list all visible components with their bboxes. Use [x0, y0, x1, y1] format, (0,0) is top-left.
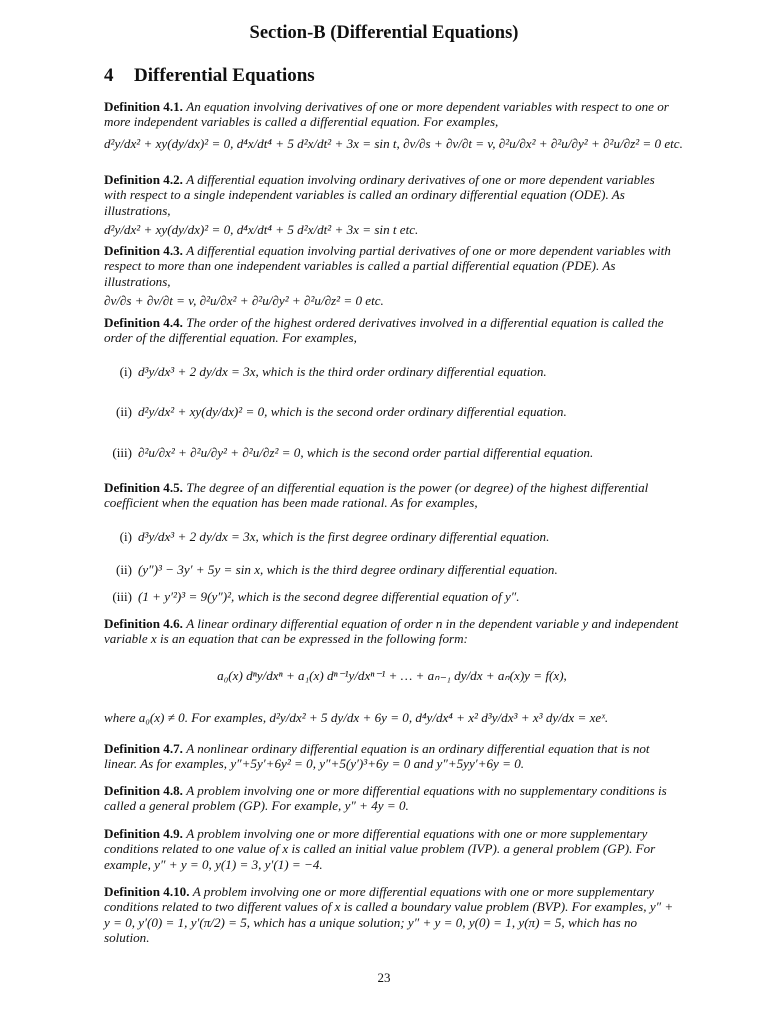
definition-label: Definition 4.9. — [104, 826, 183, 841]
definition-tail: where a₀(x) ≠ 0. For examples, d²y/dx² + 5 dy/dx + 6y = 0, d⁴y/dx⁴ + x² d³y/dx³ + x³ dy/dx = xeˣ. — [104, 710, 609, 725]
item-math: (1 + y′²)³ = 9(y″)², — [138, 589, 235, 604]
item-math: d³y/dx³ + 2 dy/dx = 3x, — [138, 529, 259, 544]
list-item: (i) d³y/dx³ + 2 dy/dx = 3x, which is the first degree ordinary differential equation. — [119, 529, 550, 544]
definition-4-7 — [104, 741, 680, 772]
list-item: (ii) (y″)³ − 3y′ + 5y = sin x, which is the third degree ordinary differential equation. — [116, 562, 558, 577]
item-math: ∂²u/∂x² + ∂²u/∂y² + ∂²u/∂z² = 0, — [138, 445, 304, 460]
definition-label: Definition 4.10. — [104, 884, 190, 899]
page-number: 23 — [377, 970, 391, 985]
definition-text: A differential equation involving partial derivatives of one or more dependent variables with respect to more than one independent variables is called a partial differential equation (PDE). As illustrations, — [104, 243, 671, 289]
definition-text: A problem involving one or more differential equations with one or more supplementary conditions related to one value of x is called an initial value problem (IVP). a general problem (GP). For example, y″ + y = 0, y(1) = 3, y′(1) = −4. — [104, 826, 656, 872]
item-text: which is the second degree differential equation of y″. — [237, 589, 520, 604]
definition-label: Definition 4.5. — [104, 480, 183, 495]
definition-text: A nonlinear ordinary differential equation is an ordinary differential equation that is not linear. As for examples, y″+5y′+6y² = 0, y″+5(y′)³+6y = 0 and y″+5yy′+6y = 0. — [104, 741, 650, 772]
definition-text: An equation involving derivatives of one or more dependent variables with respect to one or more independent variables is called a differential equation. For examples, — [104, 99, 669, 130]
definition-equations: d²y/dx² + xy(dy/dx)² = 0, d⁴x/dt⁴ + 5 d²x/dt² + 3x = sin t, ∂v/∂s + ∂v/∂t = v, ∂²u/∂x² + ∂²u/∂y² + ∂²u/∂z² = 0 etc. — [104, 135, 683, 151]
definition-label: Definition 4.7. — [104, 741, 183, 756]
item-text: which is the third order ordinary differential equation. — [262, 364, 547, 379]
list-item: (i) d³y/dx³ + 2 dy/dx = 3x, which is the third order ordinary differential equation. — [119, 364, 547, 379]
section-title: Section-B (Differential Equations) — [249, 23, 519, 43]
definition-text: The degree of an differential equation is the power (or degree) of the highest differential coefficient when the equation has been made rational. As for examples, — [104, 480, 649, 511]
list-item: (iii) ∂²u/∂x² + ∂²u/∂y² + ∂²u/∂z² = 0, which is the second order partial differential equation. — [112, 445, 594, 460]
definition-label: Definition 4.3. — [104, 243, 183, 258]
definition-label: Definition 4.8. — [104, 783, 183, 798]
chapter-title: Differential Equations — [134, 65, 315, 86]
definition-label: Definition 4.1. — [104, 99, 183, 114]
definition-equations: d²y/dx² + xy(dy/dx)² = 0, d⁴x/dt⁴ + 5 d²x/dt² + 3x = sin t etc. — [104, 222, 419, 238]
definition-label: Definition 4.2. — [104, 172, 183, 187]
definition-4-5 — [104, 480, 680, 511]
chapter-number: 4 — [104, 65, 114, 86]
definition-text: A problem involving one or more differential equations with one or more supplementary conditions related to two different values of x is called a boundary value problem (BVP). For examples, y″ + y = 0, y′(0) = 1, y′(π/2) = 5, which has a unique solution; y″ + y = 0, y(0) = 1, y(π) = 5, which has no solution. — [104, 884, 674, 946]
item-text: which is the second order partial differential equation. — [306, 445, 594, 460]
definition-equations: ∂v/∂s + ∂v/∂t = v, ∂²u/∂x² + ∂²u/∂y² + ∂²u/∂z² = 0 etc. — [104, 293, 384, 309]
item-text: which is the second order ordinary differential equation. — [270, 404, 567, 419]
definition-4-9 — [104, 826, 680, 872]
definition-4-6 — [104, 616, 680, 647]
definition-4-1 — [104, 99, 683, 151]
definition-4-4 — [104, 315, 680, 346]
display-equation: a₀(x) dⁿy/dxⁿ + a₁(x) dⁿ⁻¹y/dxⁿ⁻¹ + … + aₙ₋₁ dy/dx + aₙ(x)y = f(x), — [217, 668, 567, 683]
item-text: which is the third degree ordinary differential equation. — [266, 562, 558, 577]
definition-4-8 — [104, 783, 680, 814]
definition-text: The order of the highest ordered derivatives involved in a differential equation is called the order of the differential equation. For examples, — [104, 315, 664, 346]
item-text: which is the first degree ordinary differential equation. — [262, 529, 550, 544]
definition-label: Definition 4.4. — [104, 315, 183, 330]
item-math: d²y/dx² + xy(dy/dx)² = 0, — [138, 404, 268, 419]
definition-text: A problem involving one or more differential equations with no supplementary conditions is called a general problem (GP). For example, y″ + 4y = 0. — [104, 783, 667, 814]
definition-label: Definition 4.6. — [104, 616, 183, 631]
chapter-heading — [104, 65, 315, 87]
definition-text: A linear ordinary differential equation of order n in the dependent variable y and independent variable x is an equation that can be expressed in the following form: — [104, 616, 679, 647]
definition-4-3 — [104, 243, 680, 309]
definition-text: A differential equation involving ordinary derivatives of one or more dependent variables with respect to a single independent variables is called an ordinary differential equation (ODE). As illustrations, — [104, 172, 655, 218]
item-math: d³y/dx³ + 2 dy/dx = 3x, — [138, 364, 259, 379]
list-item: (iii) (1 + y′²)³ = 9(y″)², which is the second degree differential equation of y″. — [112, 589, 520, 604]
item-math: (y″)³ − 3y′ + 5y = sin x, — [138, 562, 264, 577]
list-item: (ii) d²y/dx² + xy(dy/dx)² = 0, which is the second order ordinary differential equation. — [116, 404, 567, 419]
definition-4-2 — [104, 172, 680, 238]
definition-4-10 — [104, 884, 680, 946]
